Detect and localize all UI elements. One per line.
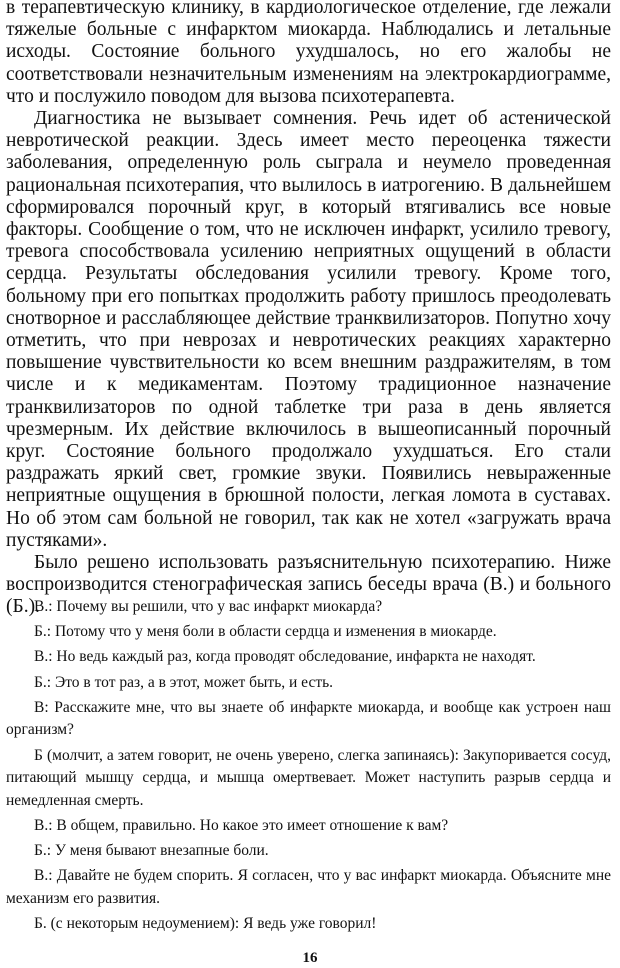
dialogue-line-7: В.: В общем, правильно. Но какое это имеет отношение к вам? [34,816,449,834]
dialogue-line-5: В: Расскажите мне, что вы знаете об инфаркте миокарда, и вообще как устроен наш организм? [6,698,611,739]
dialogue-transcript [6,596,611,938]
dialogue-line-2: Б.: Потому что у меня боли в области сердца и изменения в миокарде. [34,623,497,641]
dialogue-line-1: В.: Почему вы решили, что у вас инфаркт миокарда? [34,598,383,615]
dialogue-line-3: В.: Но ведь каждый раз, когда проводят обследование, инфаркта не находят. [34,648,536,666]
main-text [6,0,611,619]
dialogue-line-4: Б.: Это в тот раз, а в этот, может быть, и есть. [34,673,334,691]
paragraph-3: Было решено использовать разъяснительную психотерапию. Ниже воспроизводится стенографическая запись беседы врача (В.) и больного (Б.). [6,552,611,618]
dialogue-line-9: В.: Давайте не будем спорить. Я согласен, что у вас инфаркт миокарда. Объясните мне механизм его развития. [6,867,611,907]
paragraph-2: Диагностика не вызывает сомнения. Речь идет об астенической невротической реакции. Здесь имеет место переоценка тяжести заболевания, определенную роль сыграла и неумело проведенная рациональная психотерапия, что вылилось в иатрогению. В дальнейшем сформировался порочный круг, в который втягивались все новые факторы. Сообщение о том, что не исключен инфаркт, усилило тревогу, тревога способствовала усилению неприятных ощущений в области сердца. Результаты обследования усилили тревогу. Кроме того, больному при его попытках продолжить работу пришлось преодолевать снотворное и расслабляющее действие транквилизаторов. Попутно хочу отметить, что при неврозах и невротических реакциях характерно повышение чувствительности ко всем внешним раздражителям, в том числе и к медикаментам. Поэтому традиционное назначение транквилизаторов по одной таблетке три раза в день является чрезмерным. Их действие включилось в вышеописанный порочный круг. Состояние больного продолжало ухудшаться. Его стали раздражать яркий свет, громкие звуки. Появились невыраженные неприятные ощущения в брюшной полости, легкая ломота в суставах. Но об этом сам больной не говорил, так как не хотел «загружать врача пустяками». [6,108,611,551]
paragraph-1: в терапевтическую клинику, в кардиологическое отделение, где лежали тяжелые больные с инфарктом миокарда. Наблюдались и летальные исходы. Состояние больного ухудшалось, но его жалобы не соответствовали незначительным изменениям на электрокардиограмме, что и послужило поводом для вызова психотерапевта. [6,0,611,107]
dialogue-line-6: Б (молчит, а затем говорит, не очень уверено, слегка запинаясь): Закупоривается сосуд, питающий мышцу сердца, и мышца омертвевает. Может наступить разрыв сердца и немедленная смерть. [6,746,611,809]
page-number: 16 [302,950,318,966]
dialogue-line-10: Б. (с некоторым недоумением): Я ведь уже говорил! [34,915,377,933]
dialogue-line-8: Б.: У меня бывают внезапные боли. [34,842,269,860]
